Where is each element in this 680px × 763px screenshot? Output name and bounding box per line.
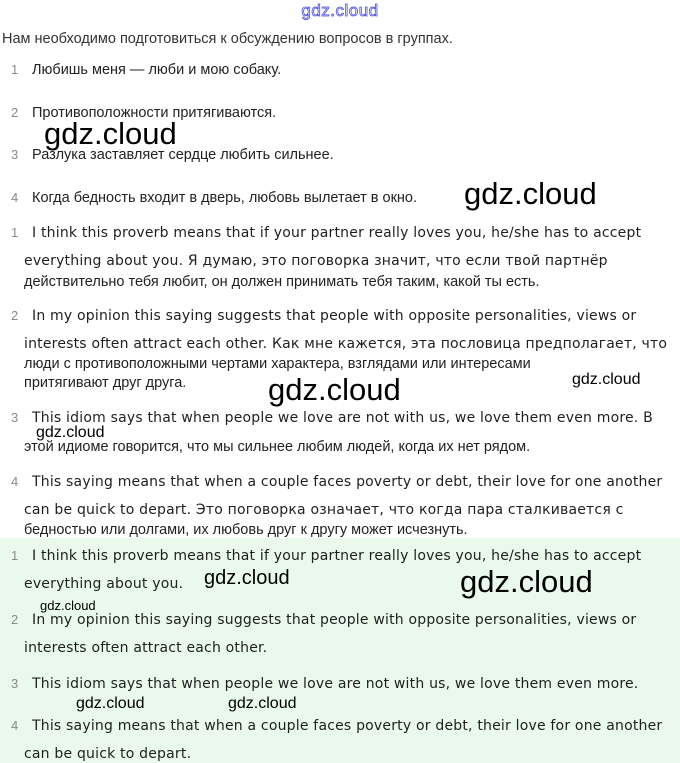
answer-line: everything about you. — [24, 576, 184, 592]
item-number: 3 — [11, 676, 19, 691]
explanation-line: This idiom says that when people we love are not with us, we love them even more. В — [32, 410, 653, 426]
item-number: 4 — [11, 190, 19, 205]
item-number: 1 — [11, 225, 19, 240]
explanation-line: can be quick to depart. Это поговорка означает, что когда пара сталкивается с — [24, 502, 624, 518]
answer-line: interests often attract each other. — [24, 640, 268, 656]
proverb-text: Когда бедность входит в дверь, любовь вылетает в окно. — [32, 190, 418, 206]
item-number: 3 — [11, 410, 19, 425]
watermark: gdz.cloud — [268, 372, 401, 407]
proverb-text: Разлука заставляет сердце любить сильнее. — [32, 147, 334, 163]
item-number: 3 — [11, 147, 19, 162]
proverb-text: Противоположности притягиваются. — [32, 105, 277, 121]
answer-line: This saying means that when a couple faces poverty or debt, their love for one another — [32, 718, 663, 734]
watermark: gdz.cloud — [76, 695, 145, 712]
answer-line: can be quick to depart. — [24, 746, 192, 762]
watermark: gdz.cloud — [40, 598, 96, 613]
watermark: gdz.cloud — [464, 176, 597, 211]
item-number: 4 — [11, 718, 19, 733]
item-number: 4 — [11, 474, 19, 489]
answer-line: This idiom says that when people we love are not with us, we love them even more. — [32, 676, 639, 692]
item-number: 2 — [11, 308, 19, 323]
watermark: gdz.cloud — [572, 371, 641, 388]
proverb-text: Любишь меня — люби и мою собаку. — [32, 62, 282, 78]
item-number: 2 — [11, 612, 19, 627]
watermark: gdz.cloud — [36, 424, 105, 441]
explanation-line: бедностью или долгами, их любовь друг к другу может исчезнуть. — [24, 522, 468, 538]
explanation-line: This saying means that when a couple faces poverty or debt, their love for one another — [32, 474, 663, 490]
explanation-line: притягивают друг друга. — [24, 375, 187, 391]
intro-text: Нам необходимо подготовиться к обсуждению вопросов в группах. — [2, 31, 453, 47]
watermark: gdz.cloud — [460, 564, 593, 599]
explanation-line: люди с противоположными чертами характера, взглядами или интересами — [24, 356, 531, 372]
item-number: 1 — [11, 548, 19, 563]
watermark: gdz.cloud — [204, 567, 290, 589]
explanation-line: этой идиоме говорится, что мы сильнее любим людей, когда их нет рядом. — [24, 439, 531, 455]
explanation-line: everything about you. Я думаю, это поговорка значит, что если твой партнёр — [24, 253, 608, 269]
explanation-line: interests often attract each other. Как мне кажется, эта пословица предполагает, что — [24, 336, 668, 352]
answer-line: I think this proverb means that if your partner really loves you, he/she has to accept — [32, 548, 642, 564]
site-watermark-top: gdz.cloud — [301, 1, 379, 20]
explanation-line: In my opinion this saying suggests that people with opposite personalities, views or — [32, 308, 637, 324]
watermark: gdz.cloud — [228, 695, 297, 712]
item-number: 2 — [11, 105, 19, 120]
explanation-line: действительно тебя любит, он должен принимать тебя таким, какой ты есть. — [24, 274, 540, 290]
answer-line: In my opinion this saying suggests that people with opposite personalities, views or — [32, 612, 637, 628]
watermark: gdz.cloud — [44, 116, 177, 151]
explanation-line: I think this proverb means that if your partner really loves you, he/she has to accept — [32, 225, 642, 241]
item-number: 1 — [11, 62, 19, 77]
